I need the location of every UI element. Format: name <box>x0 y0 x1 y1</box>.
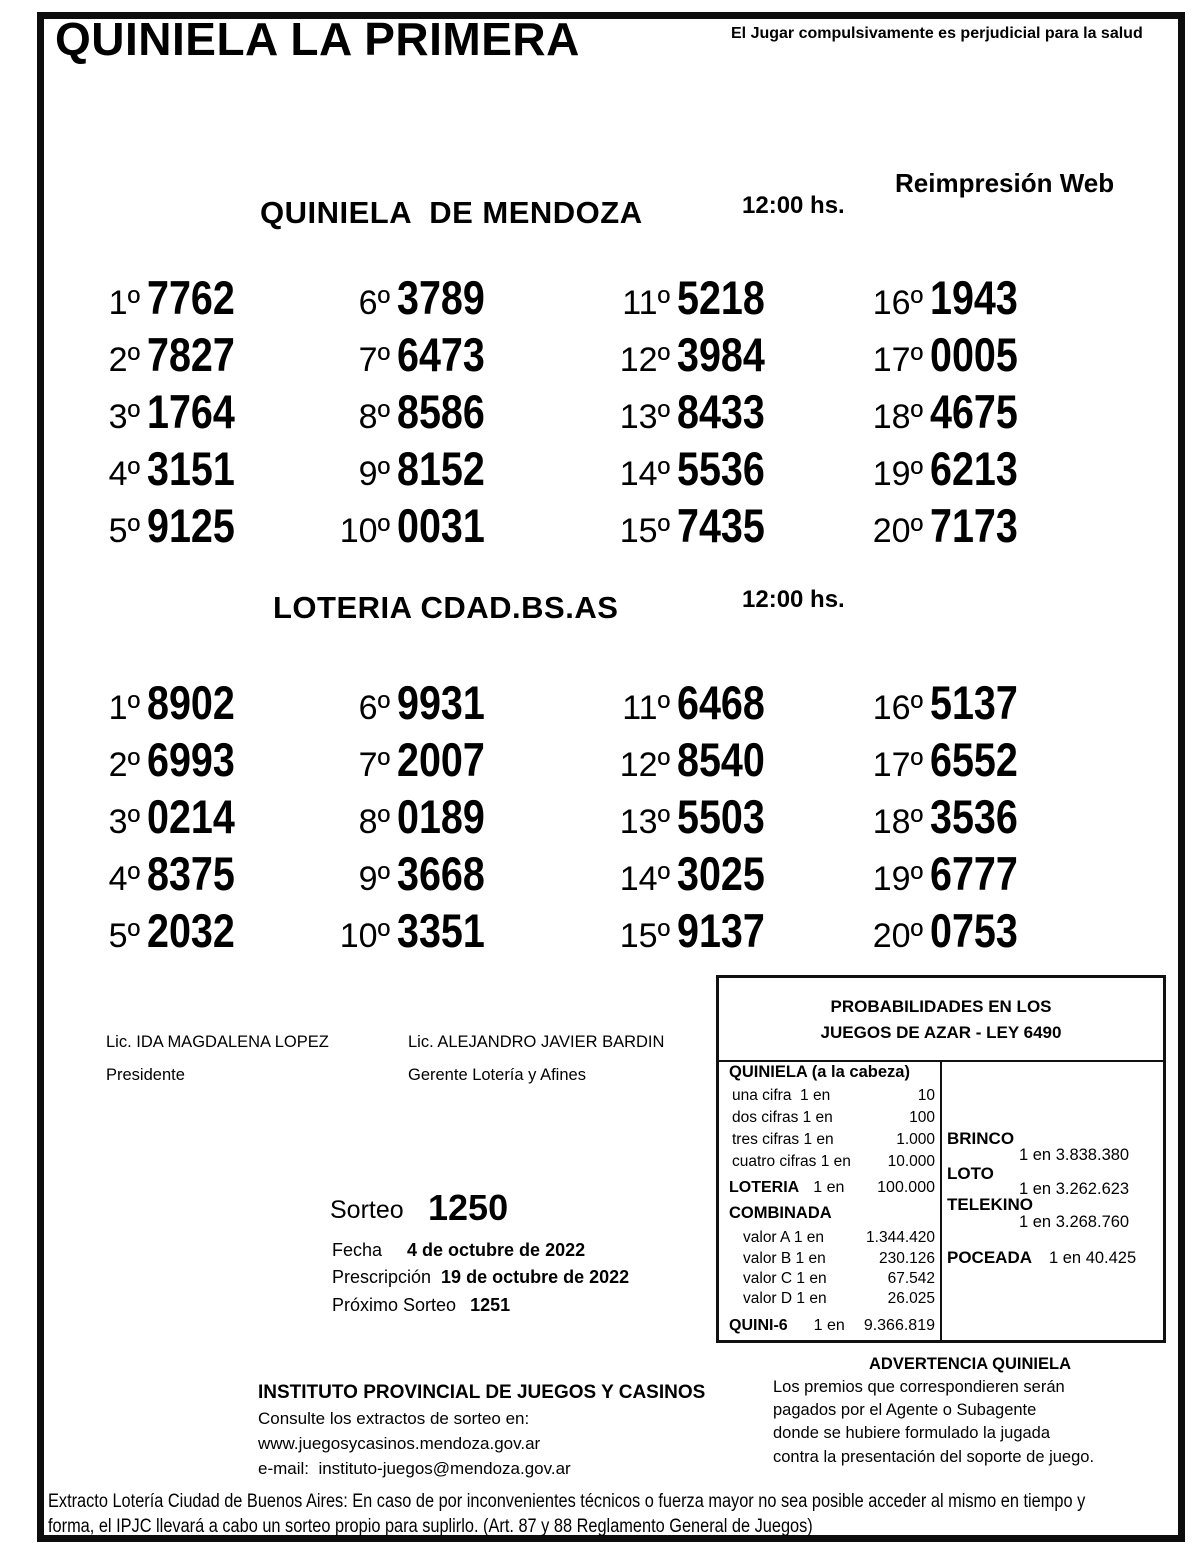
result-number: 3789 <box>397 271 485 324</box>
result-cell <box>608 903 878 960</box>
signature-president-role: Presidente <box>106 1066 185 1084</box>
result-position: 20º <box>872 512 923 550</box>
prescripcion-value: 19 de octubre de 2022 <box>441 1267 630 1287</box>
result-cell <box>328 675 598 732</box>
result-cell <box>861 441 1131 498</box>
institute-consulte-line: Consulte los extractos de sorteo en: <box>258 1409 530 1428</box>
result-number: 8375 <box>147 847 235 900</box>
bsas-results-col-1 <box>78 675 348 960</box>
result-position: 15º <box>619 917 670 955</box>
result-number: 2032 <box>147 904 235 957</box>
result-number: 7762 <box>147 271 235 324</box>
result-cell <box>861 732 1131 789</box>
result-number: 2007 <box>397 733 485 786</box>
institute-email: e-mail: instituto-juegos@mendoza.gov.ar <box>258 1459 571 1478</box>
advertencia-line: donde se hubiere formulado la jugada <box>773 1424 1051 1442</box>
odds-label: valor B 1 en <box>743 1250 826 1267</box>
quini6-mid: 1 en <box>813 1317 845 1334</box>
page-title: QUINIELA LA PRIMERA <box>55 13 580 65</box>
result-position: 10º <box>339 512 390 550</box>
odds-row <box>732 1154 935 1170</box>
section-bsas-title: LOTERIA CDAD.BS.AS <box>273 590 619 625</box>
mendoza-results-col-3 <box>608 270 878 555</box>
result-position: 16º <box>872 284 923 322</box>
result-position: 2º <box>108 746 140 784</box>
odds-value: 10.000 <box>887 1153 935 1170</box>
result-number: 4675 <box>930 385 1018 438</box>
result-cell <box>861 846 1131 903</box>
result-cell <box>608 498 878 555</box>
telekino-odds: 1 en 3.268.760 <box>1019 1213 1130 1231</box>
result-cell <box>328 441 598 498</box>
bsas-results-col-2 <box>328 675 598 960</box>
result-number: 0214 <box>147 790 235 843</box>
odds-row <box>743 1230 935 1246</box>
sorteo-label: Sorteo <box>330 1196 404 1224</box>
result-position: 16º <box>872 689 923 727</box>
result-cell <box>78 441 348 498</box>
result-position: 5º <box>108 512 140 550</box>
result-number: 5503 <box>677 790 765 843</box>
result-number: 3536 <box>930 790 1018 843</box>
result-cell <box>328 789 598 846</box>
result-position: 6º <box>358 689 390 727</box>
quiniela-odds-header: QUINIELA (a la cabeza) <box>729 1063 910 1081</box>
signature-manager-name: Lic. ALEJANDRO JAVIER BARDIN <box>408 1033 665 1051</box>
proximo-sorteo-value: 1251 <box>470 1295 511 1315</box>
loteria-label: LOTERIA <box>729 1179 800 1196</box>
result-number: 0753 <box>930 904 1018 957</box>
result-position: 17º <box>872 341 923 379</box>
odds-value: 1.000 <box>896 1131 935 1148</box>
result-cell <box>608 270 878 327</box>
loteria-value: 100.000 <box>877 1179 935 1196</box>
result-number: 9125 <box>147 499 235 552</box>
quini6-odds-row <box>729 1318 935 1334</box>
odds-label: valor C 1 en <box>743 1270 827 1287</box>
result-number: 6473 <box>397 328 485 381</box>
result-cell <box>608 732 878 789</box>
result-cell <box>861 384 1131 441</box>
result-number: 8586 <box>397 385 485 438</box>
result-cell <box>861 903 1131 960</box>
signature-president-name: Lic. IDA MAGDALENA LOPEZ <box>106 1033 329 1051</box>
probabilities-title-line2: JUEGOS DE AZAR - LEY 6490 <box>820 1023 1062 1042</box>
poceada-odds: 1 en 40.425 <box>1049 1249 1137 1267</box>
result-number: 8433 <box>677 385 765 438</box>
fecha-value: 4 de octubre de 2022 <box>407 1240 586 1260</box>
result-number: 7173 <box>930 499 1018 552</box>
result-position: 9º <box>358 860 390 898</box>
loteria-mid: 1 en <box>813 1179 845 1196</box>
result-cell <box>328 270 598 327</box>
result-number: 9931 <box>397 676 485 729</box>
result-position: 13º <box>619 803 670 841</box>
result-position: 14º <box>619 860 670 898</box>
result-cell <box>78 270 348 327</box>
result-position: 11º <box>622 284 670 322</box>
result-number: 7435 <box>677 499 765 552</box>
result-number: 0031 <box>397 499 485 552</box>
poceada-label: POCEADA <box>947 1248 1033 1267</box>
odds-value: 26.025 <box>887 1290 935 1307</box>
brinco-odds: 1 en 3.838.380 <box>1019 1146 1130 1164</box>
bsas-results-col-3 <box>608 675 878 960</box>
result-position: 2º <box>108 341 140 379</box>
result-cell <box>608 675 878 732</box>
result-number: 0189 <box>397 790 485 843</box>
odds-row <box>743 1291 935 1307</box>
result-position: 8º <box>358 803 390 841</box>
result-number: 5137 <box>930 676 1018 729</box>
result-number: 6468 <box>677 676 765 729</box>
loto-odds: 1 en 3.262.623 <box>1019 1180 1130 1198</box>
odds-label: tres cifras 1 en <box>732 1131 834 1148</box>
result-cell <box>608 327 878 384</box>
result-number: 3025 <box>677 847 765 900</box>
result-position: 18º <box>872 803 923 841</box>
advertencia-line: Los premios que correspondieren serán <box>773 1378 1065 1396</box>
result-cell <box>78 498 348 555</box>
result-number: 3151 <box>147 442 235 495</box>
odds-label: valor A 1 en <box>743 1229 825 1246</box>
brinco-label: BRINCO <box>947 1129 1015 1148</box>
result-position: 12º <box>619 746 670 784</box>
odds-value: 100 <box>909 1109 935 1126</box>
result-position: 10º <box>339 917 390 955</box>
result-cell <box>78 903 348 960</box>
result-position: 18º <box>872 398 923 436</box>
combinada-header: COMBINADA <box>729 1204 832 1222</box>
mendoza-results-col-2 <box>328 270 598 555</box>
result-position: 7º <box>358 746 390 784</box>
result-position: 1º <box>108 689 140 727</box>
result-number: 9137 <box>677 904 765 957</box>
odds-label: una cifra 1 en <box>732 1087 831 1104</box>
result-cell <box>861 789 1131 846</box>
result-cell <box>608 441 878 498</box>
result-number: 8902 <box>147 676 235 729</box>
result-position: 3º <box>108 803 140 841</box>
odds-value: 10 <box>917 1087 935 1104</box>
result-cell <box>608 789 878 846</box>
result-cell <box>78 384 348 441</box>
probabilities-column-divider <box>940 1060 942 1340</box>
section-mendoza-title: QUINIELA DE MENDOZA <box>260 195 643 230</box>
odds-value: 1.344.420 <box>866 1229 935 1246</box>
result-position: 17º <box>872 746 923 784</box>
result-position: 14º <box>619 455 670 493</box>
result-position: 3º <box>108 398 140 436</box>
section-mendoza-time: 12:00 hs. <box>742 192 845 219</box>
result-position: 8º <box>358 398 390 436</box>
result-number: 8540 <box>677 733 765 786</box>
result-cell <box>78 846 348 903</box>
result-cell <box>78 732 348 789</box>
result-cell <box>861 498 1131 555</box>
result-number: 5218 <box>677 271 765 324</box>
result-position: 6º <box>358 284 390 322</box>
result-cell <box>328 498 598 555</box>
result-number: 3984 <box>677 328 765 381</box>
odds-value: 230.126 <box>878 1250 935 1267</box>
quini6-value: 9.366.819 <box>863 1317 935 1334</box>
health-warning: El Jugar compulsivamente es perjudicial para la salud <box>731 25 1143 42</box>
result-cell <box>78 327 348 384</box>
result-cell <box>608 846 878 903</box>
result-number: 3351 <box>397 904 485 957</box>
odds-label: dos cifras 1 en <box>732 1109 833 1126</box>
result-position: 13º <box>619 398 670 436</box>
result-cell <box>78 675 348 732</box>
footer-disclaimer-line2: forma, el IPJC llevará a cabo un sorteo propio para suplirlo. (Art. 87 y 88 Reglamento General de Juegos) <box>48 1516 813 1537</box>
result-cell <box>328 846 598 903</box>
section-bsas-time: 12:00 hs. <box>742 586 845 613</box>
advertencia-title: ADVERTENCIA QUINIELA <box>869 1355 1071 1373</box>
mendoza-results-col-1 <box>78 270 348 555</box>
odds-row <box>732 1110 935 1126</box>
result-position: 12º <box>619 341 670 379</box>
loto-label: LOTO <box>947 1164 994 1183</box>
result-position: 5º <box>108 917 140 955</box>
result-position: 15º <box>619 512 670 550</box>
prescripcion-row <box>332 1268 629 1286</box>
odds-label: valor D 1 en <box>743 1290 827 1307</box>
result-number: 6777 <box>930 847 1018 900</box>
result-number: 6993 <box>147 733 235 786</box>
result-number: 1943 <box>930 271 1018 324</box>
advertencia-line: pagados por el Agente o Subagente <box>773 1401 1037 1419</box>
probabilities-title-line1: PROBABILIDADES EN LOS <box>830 997 1052 1016</box>
result-cell <box>861 270 1131 327</box>
odds-value: 67.542 <box>887 1270 935 1287</box>
result-number: 3668 <box>397 847 485 900</box>
advertencia-line: contra la presentación del soporte de juego. <box>773 1448 1095 1466</box>
fecha-label: Fecha <box>332 1240 383 1260</box>
quini6-label: QUINI-6 <box>729 1317 788 1334</box>
odds-label: cuatro cifras 1 en <box>732 1153 851 1170</box>
loteria-odds-row <box>729 1180 935 1196</box>
result-cell <box>328 327 598 384</box>
odds-row <box>732 1132 935 1148</box>
signature-manager-role: Gerente Lotería y Afines <box>408 1066 586 1084</box>
result-position: 9º <box>358 455 390 493</box>
result-cell <box>861 675 1131 732</box>
prescripcion-label: Prescripción <box>332 1267 432 1287</box>
result-cell <box>608 384 878 441</box>
result-position: 20º <box>872 917 923 955</box>
result-cell <box>328 903 598 960</box>
result-number: 6552 <box>930 733 1018 786</box>
result-number: 0005 <box>930 328 1018 381</box>
result-position: 19º <box>872 455 923 493</box>
result-position: 11º <box>622 689 670 727</box>
result-number: 8152 <box>397 442 485 495</box>
odds-row <box>743 1271 935 1287</box>
result-position: 4º <box>108 860 140 898</box>
result-number: 5536 <box>677 442 765 495</box>
fecha-row <box>332 1241 585 1259</box>
probabilities-box <box>716 975 1166 1343</box>
result-position: 4º <box>108 455 140 493</box>
mendoza-results-col-4 <box>861 270 1131 555</box>
reimpresion-web-label: Reimpresión Web <box>895 168 1115 198</box>
sorteo-number: 1250 <box>428 1187 509 1228</box>
result-number: 1764 <box>147 385 235 438</box>
odds-row <box>732 1088 935 1104</box>
result-number: 7827 <box>147 328 235 381</box>
result-position: 7º <box>358 341 390 379</box>
result-number: 6213 <box>930 442 1018 495</box>
bsas-results-col-4 <box>861 675 1131 960</box>
result-position: 19º <box>872 860 923 898</box>
result-cell <box>328 384 598 441</box>
result-cell <box>328 732 598 789</box>
institute-website: www.juegosycasinos.mendoza.gov.ar <box>258 1434 541 1453</box>
proximo-sorteo-label: Próximo Sorteo <box>332 1295 457 1315</box>
footer-disclaimer-line1: Extracto Lotería Ciudad de Buenos Aires: En caso de por inconvenientes técnicos o fuerza mayor no sea posible acceder al mismo en tiempo y <box>48 1491 1086 1512</box>
result-cell <box>861 327 1131 384</box>
result-position: 1º <box>108 284 140 322</box>
institute-name: INSTITUTO PROVINCIAL DE JUEGOS Y CASINOS <box>258 1382 706 1403</box>
telekino-label: TELEKINO <box>947 1195 1033 1214</box>
odds-row <box>743 1251 935 1267</box>
proximo-sorteo-row <box>332 1296 510 1314</box>
result-cell <box>78 789 348 846</box>
